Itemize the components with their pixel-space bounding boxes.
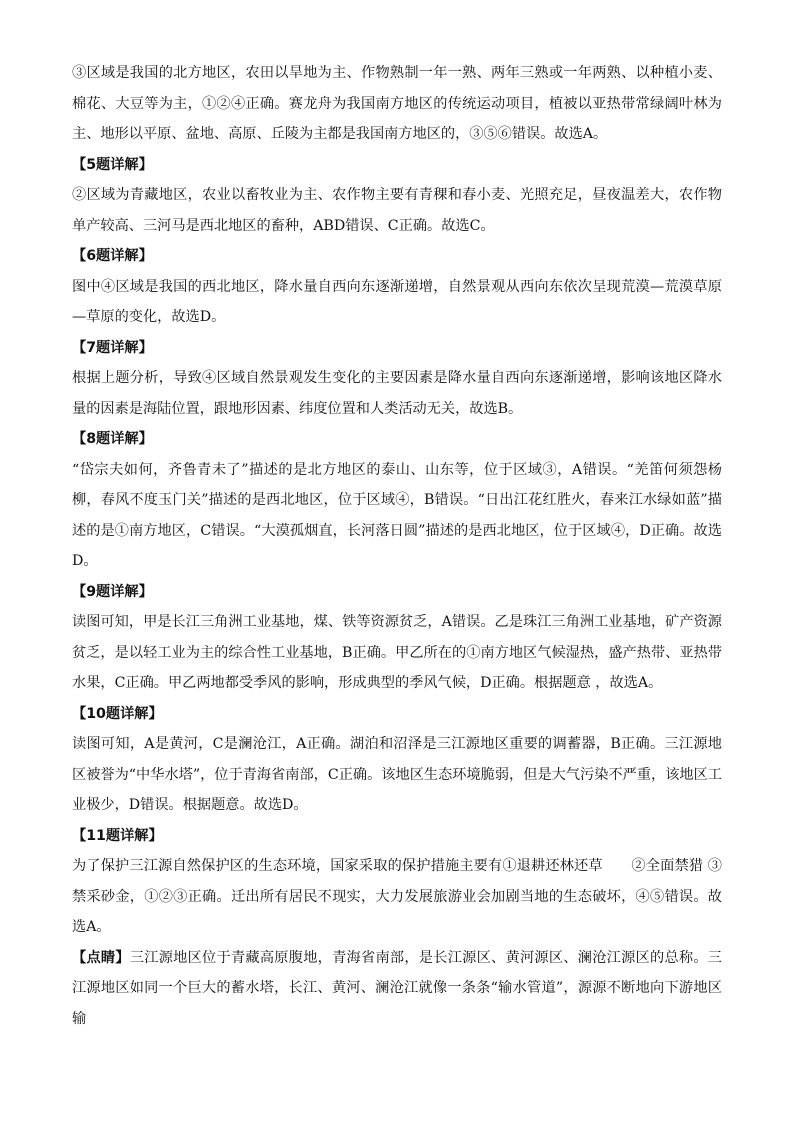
answer-paragraph: 为了保护三江源自然保护区的生态环境，国家采取的保护措施主要有①退耕还林还草 ②全面禁猎 ③禁采砂金，①②③正确。迁出所有居民不现实，大力发展旅游业会加剧当地的生态破坏，④⑤错误。故选A。	[72, 858, 722, 935]
answer-paragraph: “岱宗夫如何，齐鲁青未了”描述的是北方地区的泰山、山东等，位于区域③，A错误。“羌笛何须怨杨柳，春风不度玉门关”描述的是西北地区，位于区域④，B错误。“日出江花红胜火，春来江水绿如蓝”描述的是①南方地区，C错误。“大漠孤烟直，长河落日圆”描述的是西北地区，位于区域④，D正确。故选D。	[72, 461, 722, 569]
key-point-paragraph	[72, 943, 722, 1035]
answer-paragraph: 读图可知，A是黄河，C是澜沧江，A正确。湖泊和沼泽是三江源地区重要的调蓄器，B正确。三江源地区被誉为“中华水塔”，位于青海省南部，C正确。该地区生态环境脆弱，但是大气污染不严重，该地区工业极少，D错误。根据题意。故选D。	[72, 736, 722, 813]
question-heading: 【9题详解】	[72, 583, 153, 600]
key-point-label: 【点睛】	[72, 949, 130, 966]
answer-paragraph: 根据上题分析，导致④区域自然景观发生变化的主要因素是降水量自西向东逐渐递增，影响该地区降水量的因素是海陆位置，跟地形因素、纬度位置和人类活动无关，故选B。	[72, 370, 722, 417]
question-heading: 【11题详解】	[72, 827, 163, 844]
question-heading: 【5题详解】	[72, 156, 153, 173]
answer-paragraph: ③区域是我国的北方地区，农田以旱地为主、作物熟制一年一熟、两年三熟或一年两熟、以种植小麦、棉花、大豆等为主，①②④正确。赛龙舟为我国南方地区的传统运动项目，植被以亚热带常绿阔叶林为主、地形以平原、盆地、高原、丘陵为主都是我国南方地区的，③⑤⑥错误。故选A。	[72, 65, 722, 142]
key-point-text: 三江源地区位于青藏高原腹地，青海省南部，是长江源区、黄河源区、澜沧江源区的总称。三江源地区如同一个巨大的蓄水塔，长江、黄河、澜沧江就像一条条“输水管道”，源源不断地向下游地区输	[72, 949, 722, 1027]
question-heading: 【8题详解】	[72, 431, 153, 447]
document-page	[72, 58, 722, 1034]
question-heading: 【6题详解】	[72, 248, 153, 264]
question-heading: 【10题详解】	[72, 705, 163, 722]
answer-paragraph: ②区域为青藏地区，农业以畜牧业为主、农作物主要有青稞和春小麦、光照充足，昼夜温差大，农作物单产较高、三河马是西北地区的畜种，ABD错误、C正确。故选C。	[72, 187, 722, 234]
answer-paragraph: 读图可知，甲是长江三角洲工业基地，煤、铁等资源贫乏，A错误。乙是珠江三角洲工业基地，矿产资源贫乏，是以轻工业为主的综合性工业基地，B正确。甲乙所在的①南方地区气候湿热，盛产热带、亚热带水果，C正确。甲乙两地都受季风的影响，形成典型的季风气候，D正确。根据题意 ，故选A。	[72, 614, 722, 691]
answer-paragraph: 图中④区域是我国的西北地区，降水量自西向东逐渐递增，自然景观从西向东依次呈现荒漠—荒漠草原—草原的变化，故选D。	[72, 278, 722, 325]
question-heading: 【7题详解】	[72, 339, 153, 356]
